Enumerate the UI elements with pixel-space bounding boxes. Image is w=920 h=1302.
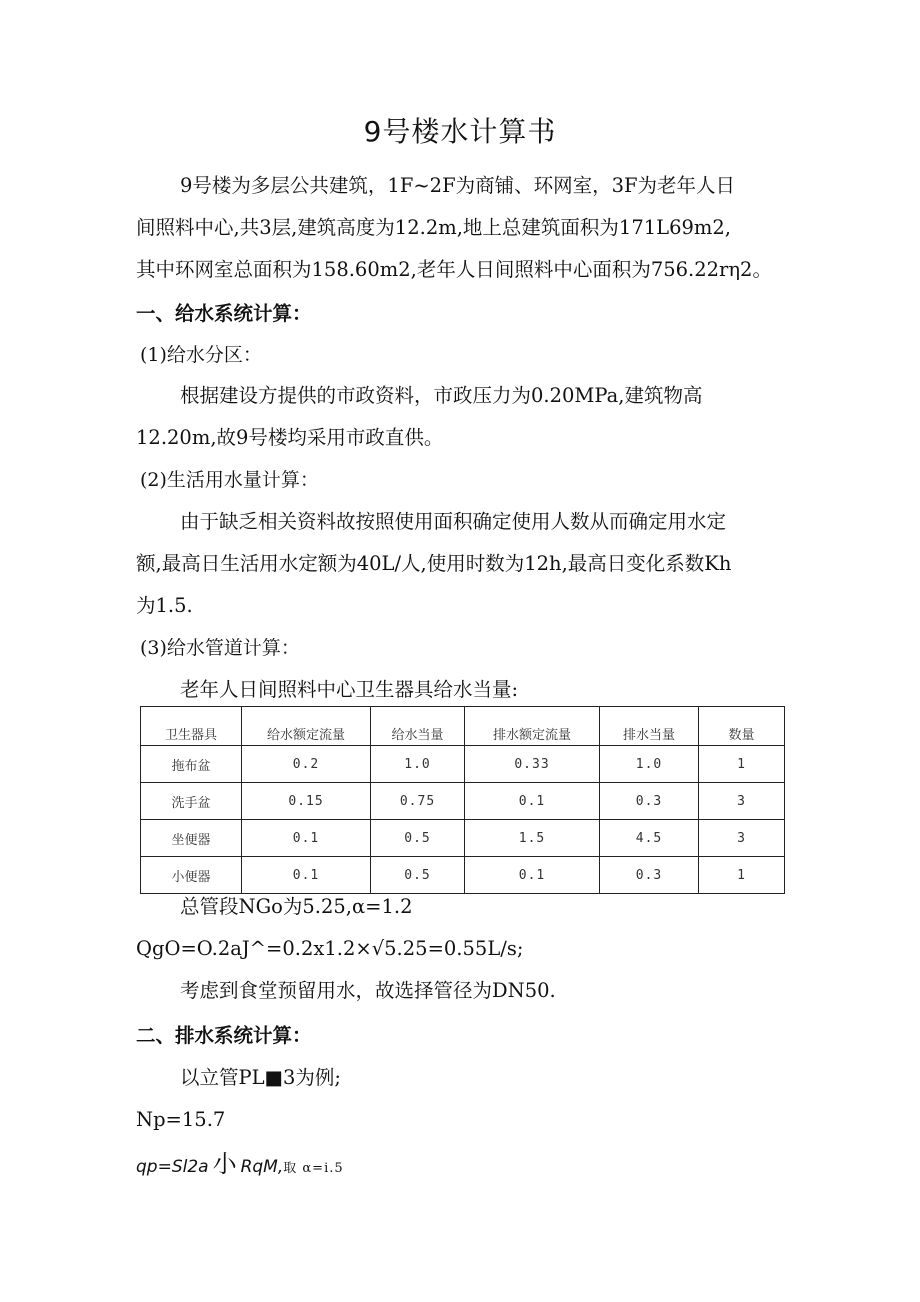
table-cell: 坐便器 — [141, 820, 242, 857]
section-heading-drainage: 二、排水系统计算： — [136, 1024, 312, 1047]
table-cell: 0.3 — [600, 783, 699, 820]
table-row — [141, 820, 785, 857]
drainage-formula — [136, 1150, 344, 1183]
drainage-line-2: Np=15.7 — [136, 1108, 226, 1131]
drainage-line-1: 以立管PL■3为例; — [180, 1066, 341, 1089]
document-title: 9号楼水计算书 — [363, 115, 557, 148]
table-cell: 0.1 — [242, 820, 371, 857]
table-cell: 0.2 — [242, 746, 371, 783]
table-header-cell: 卫生器具 — [141, 707, 242, 746]
table-cell: 0.33 — [465, 746, 600, 783]
usage-line-1: 由于缺乏相关资料故按照使用面积确定使用人数从而确定用水定 — [180, 510, 727, 533]
table-cell: 0.5 — [371, 857, 465, 894]
table-cell: 0.1 — [242, 857, 371, 894]
fixture-equivalent-table — [140, 706, 785, 894]
table-row — [141, 783, 785, 820]
table-cell: 1.5 — [465, 820, 600, 857]
flow-formula-line: QgO=O.2aJ^=0.2x1.2×√5.25=0.55L∕s; — [136, 937, 524, 960]
table-row — [141, 746, 785, 783]
total-segment-line: 总管段NGo为5.25,α=1.2 — [180, 895, 413, 918]
table-cell: 0.3 — [600, 857, 699, 894]
table-cell: 拖布盆 — [141, 746, 242, 783]
table-cell: 1 — [699, 746, 785, 783]
table-header-cell: 排水当量 — [600, 707, 699, 746]
table-cell: 1.0 — [600, 746, 699, 783]
intro-line-2: 间照料中心,共3层,建筑高度为12.2m,地上总建筑面积为171L69m2, — [136, 216, 731, 239]
table-cell: 0.5 — [371, 820, 465, 857]
sub-heading-pipe-calc: (3)给水管道计算： — [140, 637, 300, 659]
table-header-cell: 给水当量 — [371, 707, 465, 746]
sub-heading-zoning: (1)给水分区： — [140, 344, 262, 366]
table-header-row — [141, 707, 785, 746]
table-cell: 小便器 — [141, 857, 242, 894]
table-header-cell: 数量 — [699, 707, 785, 746]
table-cell: 0.1 — [465, 783, 600, 820]
intro-line-3: 其中环网室总面积为158.60m2,老年人日间照料中心面积为756.22rη2。 — [136, 258, 772, 281]
table-cell: 0.1 — [465, 857, 600, 894]
formula-part-a: qp=Sl2a — [136, 1157, 209, 1177]
table-cell: 0.75 — [371, 783, 465, 820]
table-cell: 0.15 — [242, 783, 371, 820]
table-cell: 3 — [699, 783, 785, 820]
zoning-line-2: 12.20m,故9号楼均采用市政直供。 — [136, 426, 444, 449]
intro-line-1: 9号楼为多层公共建筑，1F~2F为商铺、环网室，3F为老年人日 — [180, 174, 736, 197]
usage-line-3: 为1.5. — [136, 594, 193, 617]
section-heading-water-supply: 一、给水系统计算： — [136, 302, 312, 325]
table-cell: 洗手盆 — [141, 783, 242, 820]
table-header-cell: 排水额定流量 — [465, 707, 600, 746]
formula-tail: 取 α=i.5 — [283, 1161, 344, 1176]
table-cell: 4.5 — [600, 820, 699, 857]
zoning-line-1: 根据建设方提供的市政资料，市政压力为0.20MPa,建筑物高 — [180, 384, 703, 407]
sub-heading-water-usage: (2)生活用水量计算： — [140, 469, 319, 491]
table-cell: 1.0 — [371, 746, 465, 783]
table-row — [141, 857, 785, 894]
table-cell: 3 — [699, 820, 785, 857]
table-caption: 老年人日间照料中心卫生器具给水当量: — [180, 678, 519, 701]
table-cell: 1 — [699, 857, 785, 894]
table-header-cell: 给水额定流量 — [242, 707, 371, 746]
pipe-diameter-line: 考虑到食堂预留用水，故选择管径为DN50. — [180, 979, 556, 1002]
formula-part-b: RqM, — [240, 1157, 284, 1177]
formula-glyph: 小 — [212, 1150, 237, 1178]
usage-line-2: 额,最高日生活用水定额为40L/人,使用时数为12h,最高日变化系数Kh — [136, 552, 732, 575]
